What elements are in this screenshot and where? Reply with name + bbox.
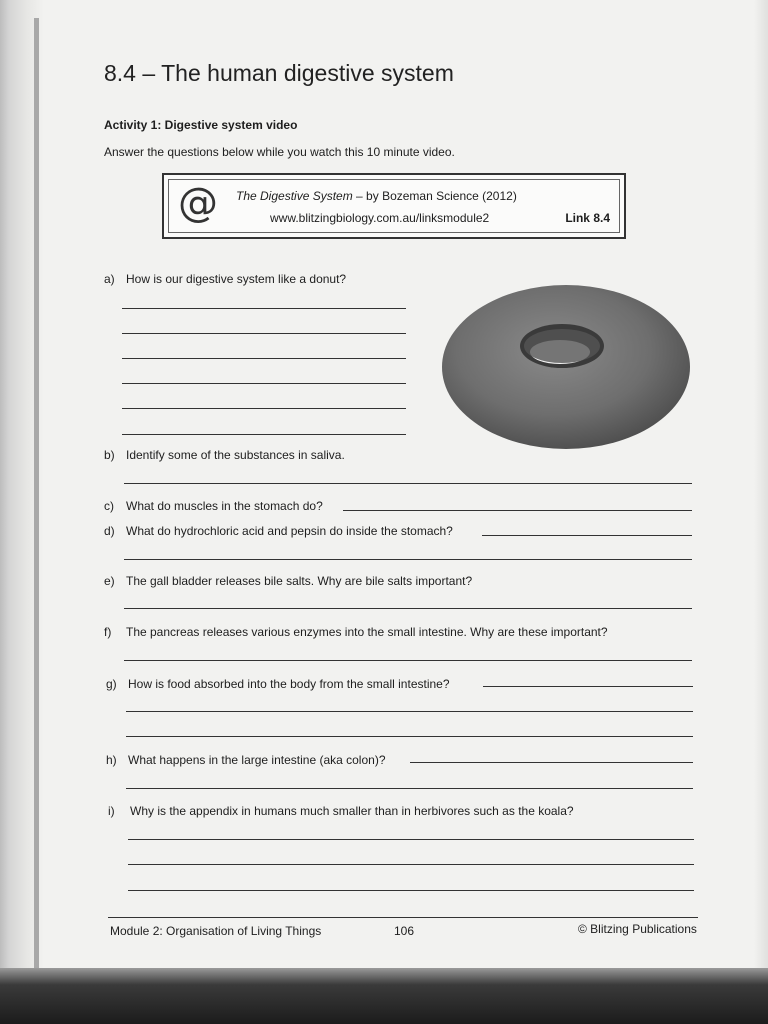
footer-publisher: © Blitzing Publications [578, 922, 697, 936]
video-credit: – by Bozeman Science (2012) [352, 189, 517, 203]
question-g [106, 677, 450, 691]
question-text: The gall bladder releases bile salts. Why are bile salts important? [126, 574, 473, 588]
question-text: How is our digestive system like a donut? [126, 272, 347, 286]
question-letter: c) [104, 499, 114, 513]
link-label: Link 8.4 [565, 211, 610, 225]
question-text: How is food absorbed into the body from the small intestine? [128, 677, 450, 691]
answer-line[interactable] [122, 408, 406, 409]
answer-line[interactable] [122, 434, 406, 435]
question-letter: e) [104, 574, 115, 588]
video-title [236, 189, 517, 203]
question-f [104, 625, 608, 639]
question-text: What do muscles in the stomach do? [126, 499, 323, 513]
video-title-italic: The Digestive System [236, 189, 353, 203]
question-letter: h) [106, 753, 117, 767]
question-text: Why is the appendix in humans much smaller than in herbivores such as the koala? [130, 804, 574, 818]
answer-line[interactable] [410, 762, 693, 763]
question-letter: f) [104, 625, 112, 639]
scan-right-edge [754, 0, 768, 1024]
answer-line[interactable] [343, 510, 692, 511]
question-text: Identify some of the substances in saliva. [126, 448, 345, 462]
answer-line[interactable] [126, 788, 693, 789]
question-i [108, 804, 574, 818]
answer-line[interactable] [122, 333, 406, 334]
answer-line[interactable] [124, 608, 692, 609]
at-sign-icon: @ [178, 180, 218, 226]
video-url[interactable]: www.blitzingbiology.com.au/linksmodule2 [270, 211, 490, 225]
question-letter: d) [104, 524, 115, 538]
question-d [104, 524, 453, 538]
scan-binding-edge [34, 18, 39, 978]
question-b [104, 448, 345, 462]
answer-line[interactable] [483, 686, 693, 687]
question-a [104, 272, 346, 286]
footer-module: Module 2: Organisation of Living Things [110, 924, 322, 938]
footer-page-number: 106 [394, 924, 415, 938]
answer-line[interactable] [122, 358, 406, 359]
answer-line[interactable] [122, 383, 406, 384]
answer-line[interactable] [126, 711, 693, 712]
instruction-text: Answer the questions below while you watch this 10 minute video. [104, 145, 455, 159]
question-c [104, 499, 323, 513]
answer-line[interactable] [124, 660, 692, 661]
answer-line[interactable] [128, 839, 694, 840]
question-text: The pancreas releases various enzymes into the small intestine. Why are these important? [126, 625, 608, 639]
question-letter: i) [108, 804, 115, 818]
answer-line[interactable] [124, 559, 692, 560]
question-h [106, 753, 386, 767]
question-e [104, 574, 472, 588]
answer-line[interactable] [126, 736, 693, 737]
answer-line[interactable] [124, 483, 692, 484]
answer-line[interactable] [128, 864, 694, 865]
footer-rule [108, 917, 698, 918]
answer-line[interactable] [482, 535, 692, 536]
donut-image [440, 282, 692, 452]
answer-line[interactable] [122, 308, 406, 309]
answer-line[interactable] [128, 890, 694, 891]
question-letter: g) [106, 677, 117, 691]
video-link-box [162, 173, 626, 239]
question-letter: a) [104, 272, 115, 286]
question-letter: b) [104, 448, 115, 462]
page-title: 8.4 – The human digestive system [104, 60, 454, 86]
question-text: What do hydrochloric acid and pepsin do inside the stomach? [126, 524, 453, 538]
question-text: What happens in the large intestine (aka colon)? [128, 753, 386, 767]
activity-heading: Activity 1: Digestive system video [104, 118, 298, 132]
scan-bottom-shadow [0, 968, 768, 1024]
